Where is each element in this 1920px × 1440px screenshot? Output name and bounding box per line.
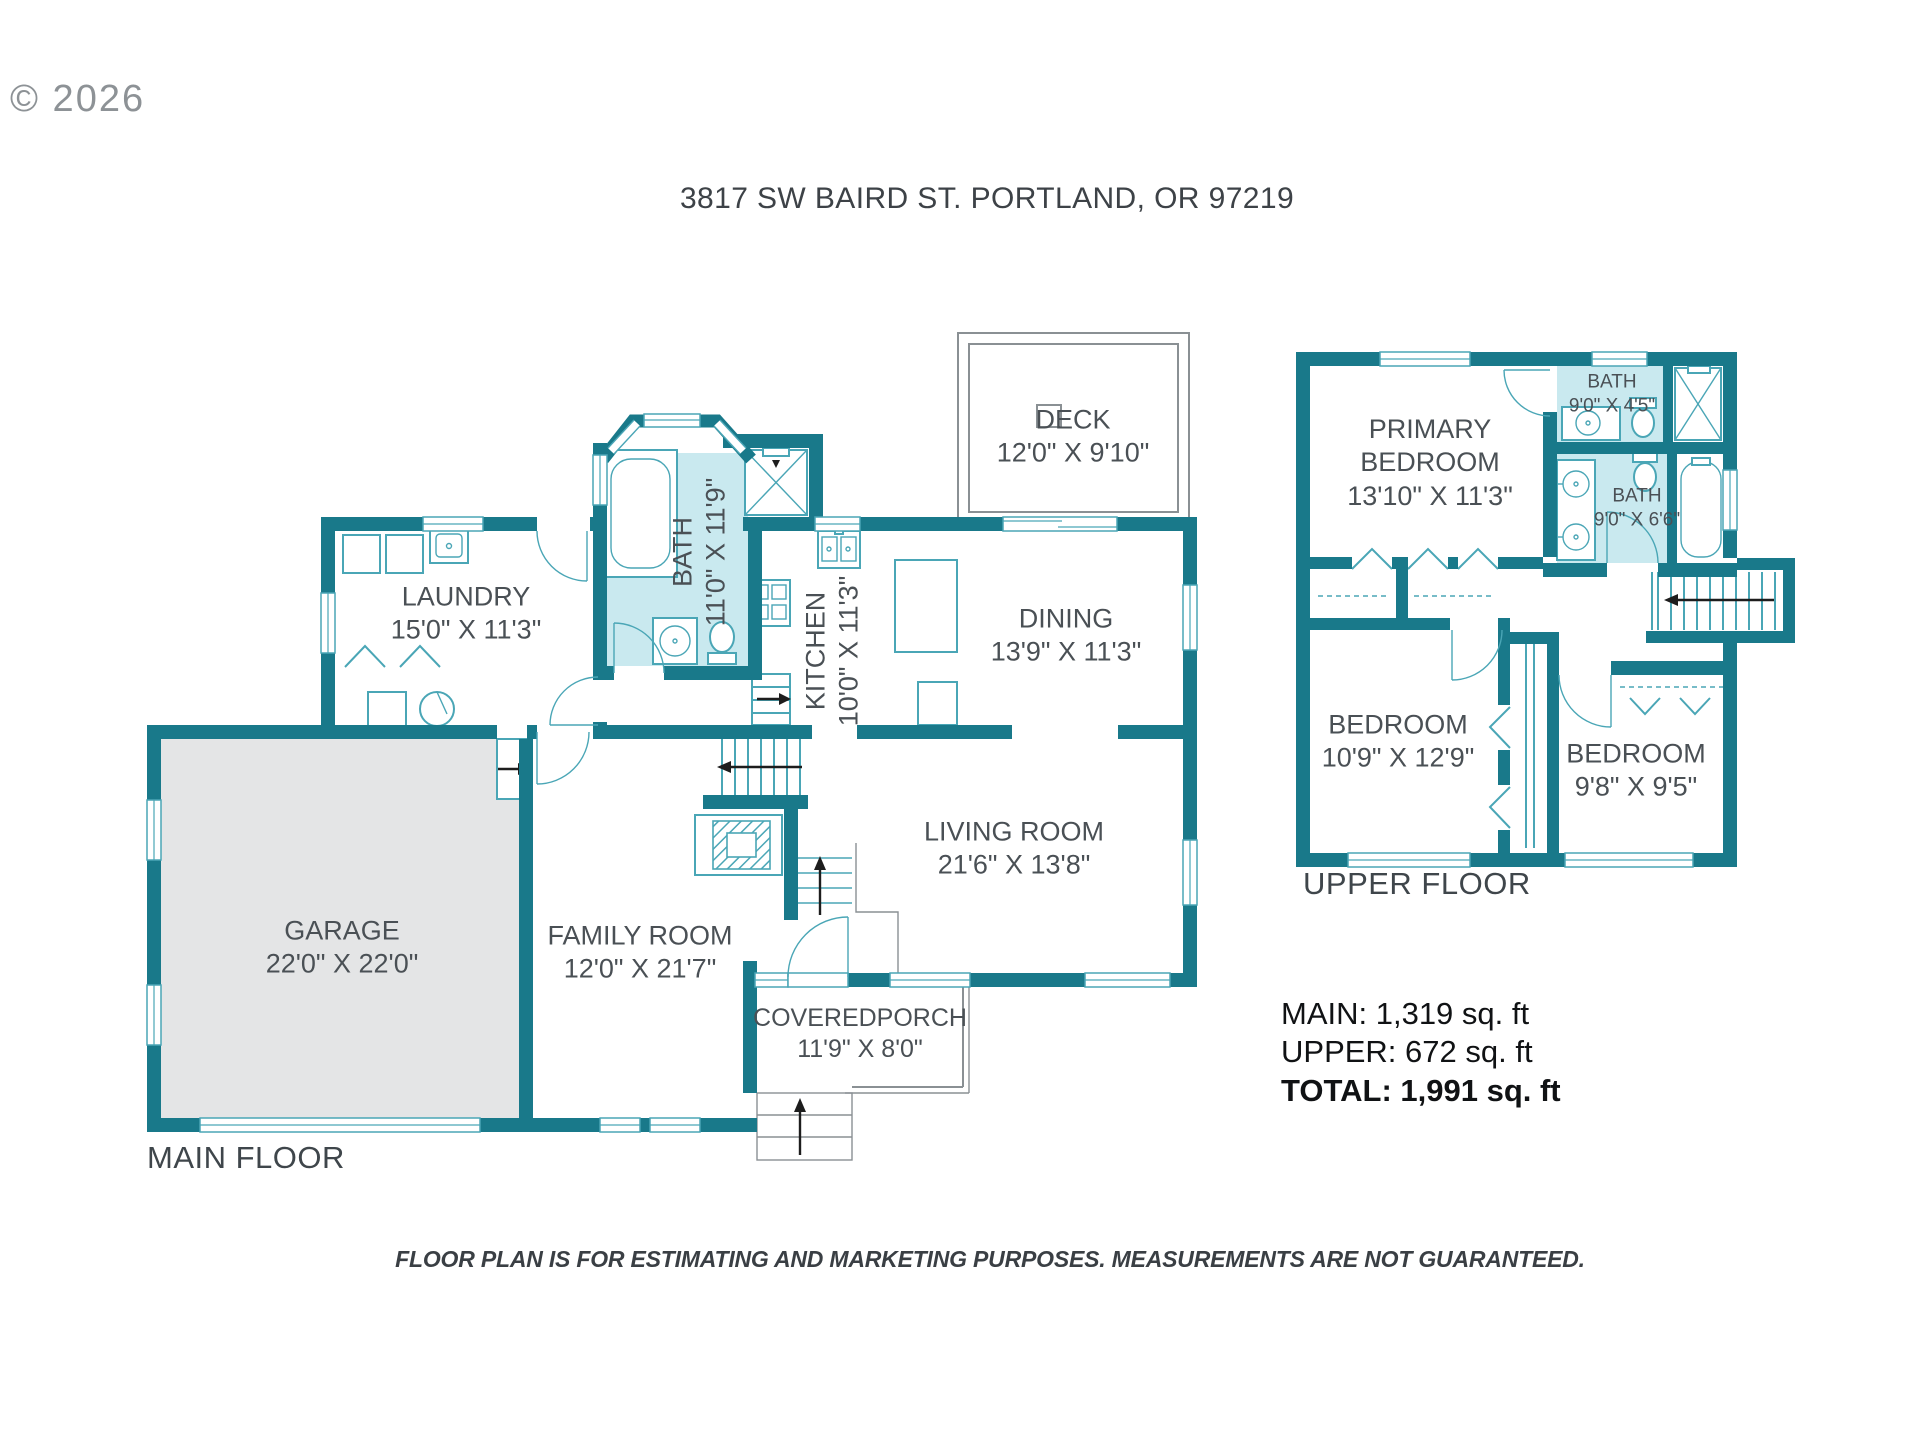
main-sqft: MAIN: 1,319 sq. ft: [1281, 996, 1530, 1031]
bedroom3-closet: [1620, 687, 1728, 714]
room-label-bedroom2: BEDROOM 10'9" X 12'9": [1321, 709, 1475, 773]
upper-tub-icon: [1681, 458, 1721, 557]
room-label-kitchen: KITCHEN 10'0" X 11'3": [800, 575, 864, 727]
shower-icon: [745, 448, 807, 515]
furnace-icon: [368, 692, 406, 726]
sliding-door: [1003, 517, 1117, 531]
room-label-porch: COVEREDPORCH 11'9" X 8'0": [753, 1004, 967, 1063]
room-label-upper-bath2: BATH 9'0" X 6'6": [1593, 485, 1681, 530]
room-label-family: FAMILY ROOM 12'0" X 21'7": [547, 920, 733, 984]
square-footage: [1281, 995, 1561, 1110]
toilet-icon: [708, 622, 736, 664]
laundry-closet-chevrons: [345, 646, 440, 667]
room-label-laundry: LAUNDRY 15'0" X 11'3": [390, 581, 542, 645]
copyright-text: © 2026: [10, 78, 146, 120]
room-label-primary-bedroom: PRIMARY BEDROOM 13'10" X 11'3": [1347, 413, 1513, 511]
room-label-dining: DINING 13'9" X 11'3": [990, 603, 1142, 667]
garage-door: [200, 1118, 480, 1132]
washer-dryer-icon: [343, 535, 423, 573]
front-door-sill: [788, 973, 848, 987]
room-label-deck: DECK 12'0" X 9'10": [996, 404, 1150, 468]
room-label-upper-bath1: BATH 9'0" X 4'5": [1568, 371, 1656, 416]
room-label-bath-main: BATH 11'0" X 11'9": [667, 477, 731, 627]
total-sqft: TOTAL: 1,991 sq. ft: [1281, 1072, 1561, 1108]
upper-sqft: UPPER: 672 sq. ft: [1281, 1034, 1533, 1070]
upper-stairs: [1652, 572, 1775, 630]
upper-bath2-vanity: [1557, 460, 1595, 560]
main-floor-label: MAIN FLOOR: [147, 1140, 345, 1175]
upper-shower-icon: [1675, 366, 1721, 440]
disclaimer-text: FLOOR PLAN IS FOR ESTIMATING AND MARKETING PURPOSES. MEASUREMENTS ARE NOT GUARANTEED.: [395, 1246, 1585, 1272]
fireplace-icon: [695, 815, 782, 875]
kitchen-counter: [895, 560, 957, 725]
hall-closet-rails: [1490, 640, 1534, 848]
room-label-garage: GARAGE 22'0" X 22'0": [265, 915, 419, 979]
room-label-bedroom3: BEDROOM 9'8" X 9'5": [1566, 738, 1706, 802]
main-stairs: [717, 739, 802, 795]
page-title: 3817 SW BAIRD ST. PORTLAND, OR 97219: [679, 182, 1295, 215]
basement-stairs: [752, 674, 791, 725]
room-label-living: LIVING ROOM 21'6" X 13'8": [923, 816, 1105, 880]
upper-floor-label: UPPER FLOOR: [1303, 866, 1531, 901]
water-heater-icon: [420, 692, 454, 726]
porch-steps-arrow: [794, 1098, 806, 1155]
